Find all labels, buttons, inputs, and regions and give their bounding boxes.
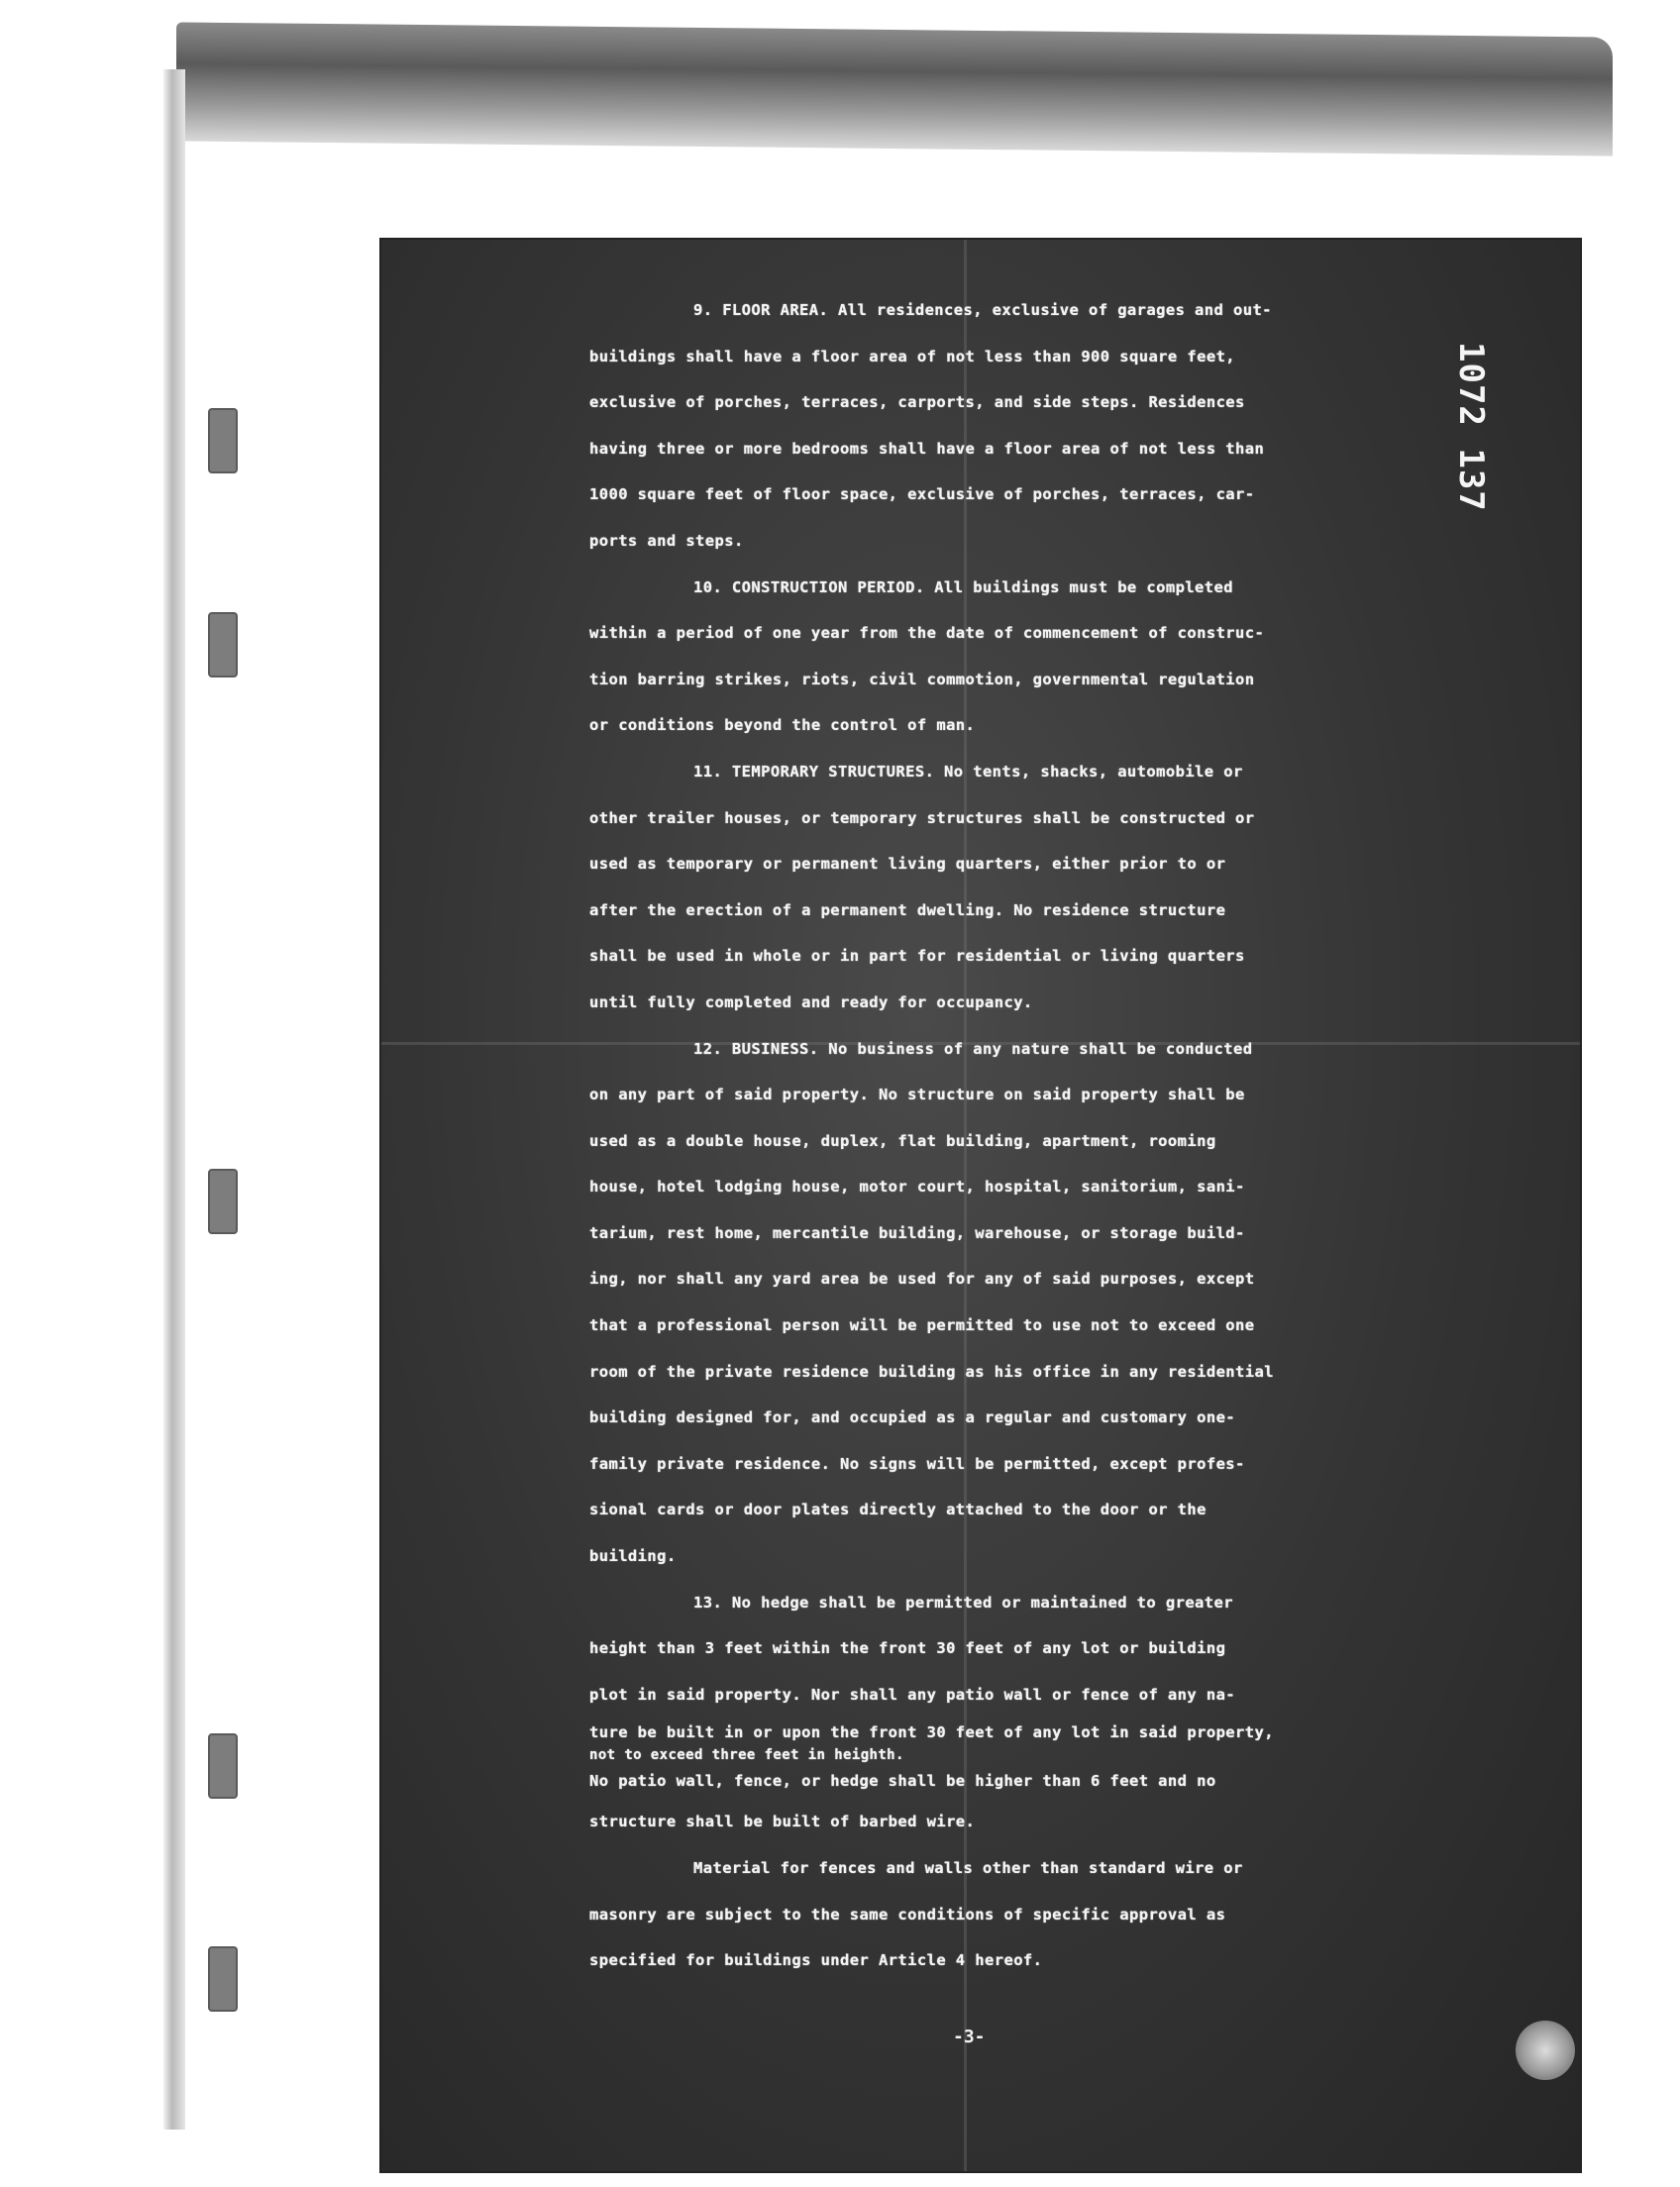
- text-line: masonry are subject to the same conditions of specific approval as: [589, 1905, 1226, 1924]
- text-line: specified for buildings under Article 4 hereof.: [589, 1951, 1043, 1970]
- text-line: after the erection of a permanent dwelling. No residence structure: [589, 900, 1226, 919]
- text-line: that a professional person will be permitted to use not to exceed one: [589, 1316, 1255, 1335]
- text-line: 13. No hedge shall be permitted or maintained to greater: [693, 1593, 1233, 1612]
- punch-hole: [208, 1733, 238, 1799]
- book-page-reference: 1072 137: [1451, 342, 1491, 512]
- text-line: exclusive of porches, terraces, carports, and side steps. Residences: [589, 393, 1245, 412]
- text-line: within a period of one year from the date of commencement of construc-: [589, 624, 1265, 643]
- text-line: No patio wall, fence, or hedge shall be higher than 6 feet and no: [589, 1772, 1216, 1791]
- text-line: building designed for, and occupied as a regular and customary one-: [589, 1408, 1236, 1427]
- text-line: house, hotel lodging house, motor court, hospital, sanitorium, sani-: [589, 1178, 1245, 1197]
- typed-insert-line: not to exceed three feet in heighth.: [589, 1747, 904, 1764]
- page-number: -3-: [953, 2027, 986, 2047]
- text-line: used as temporary or permanent living quarters, either prior to or: [589, 855, 1226, 874]
- text-line: tarium, rest home, mercantile building, warehouse, or storage build-: [589, 1223, 1245, 1242]
- scan-left-edge: [163, 69, 185, 2130]
- paragraph-floor-area: [589, 287, 1441, 565]
- text-line: ing, nor shall any yard area be used for any of said purposes, except: [589, 1270, 1255, 1289]
- text-line: tion barring strikes, riots, civil commotion, governmental regulation: [589, 670, 1255, 688]
- paragraph-construction-period: [589, 565, 1441, 749]
- text-line: other trailer houses, or temporary structures shall be constructed or: [589, 808, 1255, 827]
- text-line: 11. TEMPORARY STRUCTURES. No tents, shacks, automobile or: [693, 762, 1243, 781]
- seal-stamp: [1516, 2021, 1575, 2080]
- text-line: family private residence. No signs will be permitted, except profes-: [589, 1454, 1245, 1473]
- text-line: buildings shall have a floor area of not less than 900 square feet,: [589, 347, 1236, 365]
- document-text: [589, 287, 1441, 1984]
- text-line: sional cards or door plates directly attached to the door or the: [589, 1501, 1207, 1519]
- paragraph-hedges-fences: [589, 1580, 1441, 1845]
- text-line: shall be used in whole or in part for residential or living quarters: [589, 947, 1245, 966]
- text-line: ture be built in or upon the front 30 feet of any lot in said property,: [589, 1723, 1274, 1742]
- text-line: until fully completed and ready for occupancy.: [589, 992, 1033, 1011]
- text-line: on any part of said property. No structure on said property shall be: [589, 1086, 1245, 1104]
- text-line: 9. FLOOR AREA. All residences, exclusive of garages and out-: [693, 301, 1272, 319]
- text-line: plot in said property. Nor shall any patio wall or fence of any na-: [589, 1685, 1236, 1704]
- text-line: structure shall be built of barbed wire.: [589, 1813, 976, 1831]
- text-line: used as a double house, duplex, flat building, apartment, rooming: [589, 1131, 1216, 1150]
- text-line: 12. BUSINESS. No business of any nature shall be conducted: [693, 1039, 1253, 1058]
- scan-top-edge: [176, 22, 1613, 156]
- text-line: having three or more bedrooms shall have a floor area of not less than: [589, 439, 1265, 458]
- text-line: or conditions beyond the control of man.: [589, 716, 976, 735]
- paragraph-fence-materials: [589, 1845, 1441, 1984]
- text-line: ports and steps.: [589, 531, 744, 550]
- text-line: 1000 square feet of floor space, exclusive of porches, terraces, car-: [589, 485, 1255, 504]
- punch-hole: [208, 1169, 238, 1234]
- text-line: room of the private residence building as his office in any residential: [589, 1362, 1274, 1381]
- punch-hole: [208, 612, 238, 677]
- paragraph-temporary-structures: [589, 749, 1441, 1026]
- punch-hole: [208, 408, 238, 473]
- text-line: 10. CONSTRUCTION PERIOD. All buildings must be completed: [693, 577, 1233, 596]
- text-line: height than 3 feet within the front 30 feet of any lot or building: [589, 1639, 1226, 1658]
- text-line: building.: [589, 1547, 677, 1566]
- paragraph-business: [589, 1026, 1441, 1580]
- text-line: Material for fences and walls other than standard wire or: [693, 1859, 1243, 1877]
- punch-hole: [208, 1946, 238, 2012]
